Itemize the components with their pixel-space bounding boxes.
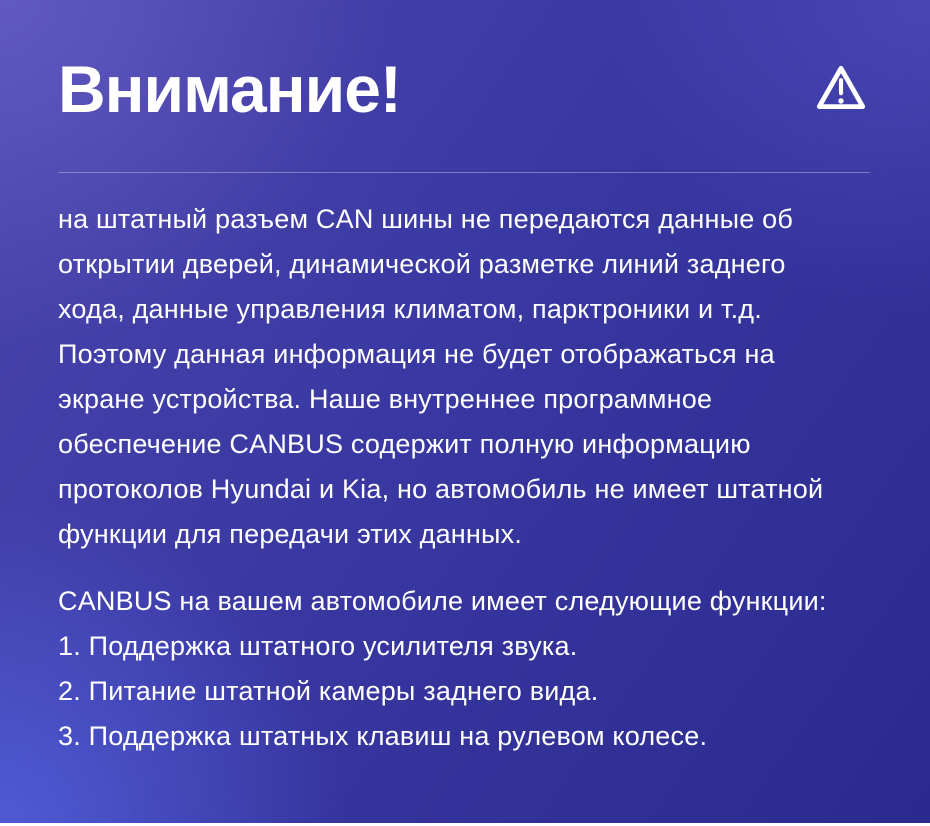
body-line: на штатный разъем CAN шины не передаются данные об xyxy=(58,204,793,234)
canbus-functions-block xyxy=(58,579,874,759)
canbus-function-item: 2. Питание штатной камеры заднего вида. xyxy=(58,676,599,706)
body-line: обеспечение CANBUS содержит полную информацию xyxy=(58,429,751,459)
body-line: открытии дверей, динамической разметке линий заднего xyxy=(58,249,786,279)
body-line: протоколов Hyundai и Kia, но автомобиль не имеет штатной xyxy=(58,474,824,504)
body-line: функции для передачи этих данных. xyxy=(58,519,523,549)
canbus-functions-intro: CANBUS на вашем автомобиле имеет следующие функции: xyxy=(58,586,827,616)
header xyxy=(58,50,872,128)
canbus-function-item: 3. Поддержка штатных клавиш на рулевом колесе. xyxy=(58,721,708,751)
canbus-function-item: 1. Поддержка штатного усилителя звука. xyxy=(58,631,578,661)
divider xyxy=(58,172,870,173)
page-title: Внимание! xyxy=(58,52,401,126)
body-line: хода, данные управления климатом, парктроники и т.д. xyxy=(58,294,762,324)
body-line: Поэтому данная информация не будет отображаться на xyxy=(58,339,775,369)
body-line: экране устройства. Наше внутреннее программное xyxy=(58,384,713,414)
body-text xyxy=(58,197,874,759)
warning-triangle-icon xyxy=(812,62,870,116)
paragraph-canbus-limitations xyxy=(58,197,874,557)
